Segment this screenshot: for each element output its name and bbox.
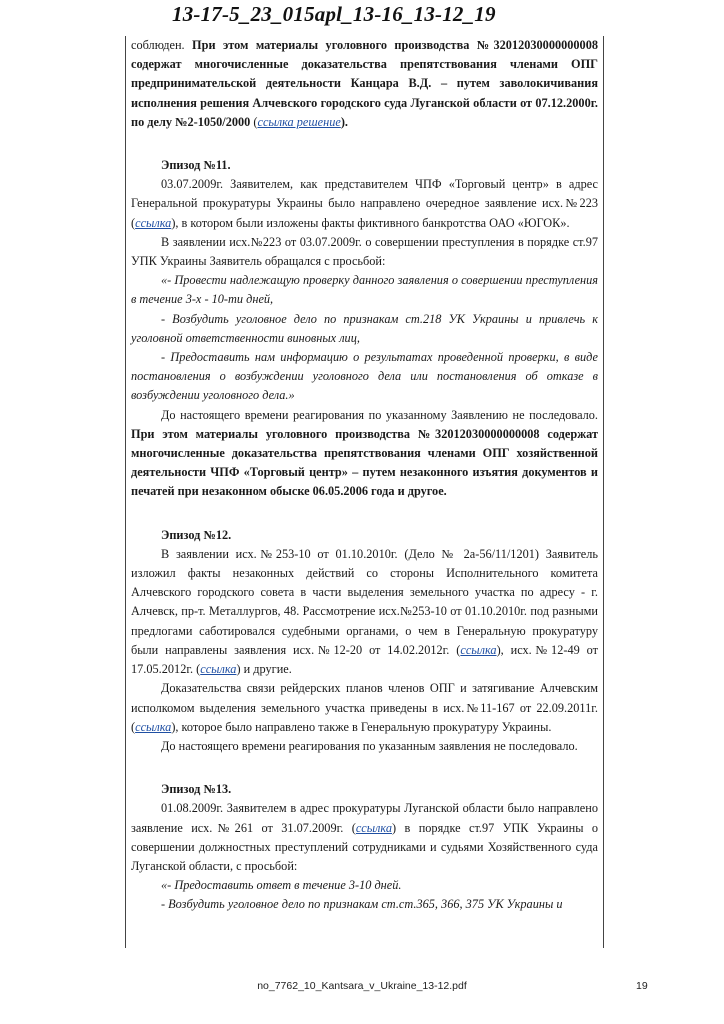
episode-12-evidence: Доказательства связи рейдерских планов членов ОПГ и затягивание Алчевским исполкомом выделения земельного участка приведены в исх.№11-167 от 22.09.2011г. (ссылка), которое было направлено также в Генеральную прокуратуру Украины. xyxy=(131,681,598,734)
document-header-title: 13-17-5_23_015apl_13-16_13-12_19 xyxy=(172,2,496,26)
episode-13-paragraph: 01.08.2009г. Заявителем в адрес прокуратуры Луганской области было направлено заявление исх.№261 от 31.07.2009г. (ссылка) в порядке ст.97 УПК Украины о совершении должностных преступлений сотрудниками и судьями Хозяйственного суда Луганской области, с просьбой: xyxy=(131,801,598,873)
episode-11-heading: Эпизод №11. xyxy=(161,158,231,173)
episode-13-quote-2: - Возбудить уголовное дело по признакам ст.ст.365, 366, 375 УК Украины и xyxy=(161,897,563,912)
episode-11-quote-1: «- Провести надлежащую проверку данного заявления о совершении преступления в течение 3-х - 10-ти дней, xyxy=(131,273,598,307)
decision-link[interactable]: ссылка решение xyxy=(257,114,341,129)
episode-12-heading: Эпизод №12. xyxy=(161,527,232,542)
episode-12-link-1[interactable]: ссылка xyxy=(460,642,497,657)
episode-11-conclusion: До настоящего времени реагирования по указанному Заявлению не последовало. При этом материалы уголовного производства №32012030000000008 содержат многочисленные доказательства препятствования членами ОПГ хозяйственной деятельности ЧПФ «Торговый центр» – путем незаконного изъятия документов и печатей при незаконном обыске 06.05.2006 года и другое. xyxy=(131,407,598,499)
episode-13-quote-1: «- Предоставить ответ в течение 3-10 дней. xyxy=(161,878,402,893)
episode-13-link[interactable]: ссылка xyxy=(355,820,393,835)
episode-12-conclusion: До настоящего времени реагирования по указанным заявления не последовало. xyxy=(161,738,578,753)
episode-13-heading: Эпизод №13. xyxy=(161,782,232,797)
episode-12-link-3[interactable]: ссылка xyxy=(135,719,172,734)
episode-12-paragraph: В заявлении исх.№253-10 от 01.10.2010г. (Дело № 2а-56/11/1201) Заявитель изложил факты незаконных действий со стороны Исполнительного комитета Алчевского городского совета в части выделения земельного участка по адресу - г. Алчевск, пр-т. Металлургов, 48. Рассмотрение исх.№253-10 от 01.10.2010г. под разными предлогами саботировался судебными органами, о чем в Генеральную прокуратуру были направлены заявления исх.№12-20 от 14.02.2012г. (ссылка), исх.№12-49 от 17.05.2012г. (ссылка) и другие. xyxy=(131,546,598,677)
episode-11-paragraph: 03.07.2009г. Заявителем, как представителем ЧПФ «Торговый центр» в адрес Генеральной прокуратуры Украины было направлено очередное заявление исх.№223 (ссылка), в котором были изложены факты фиктивного банкротства ОАО «ЮГОК». xyxy=(131,177,598,230)
right-margin-line xyxy=(603,36,604,948)
footer-page-number: 19 xyxy=(636,980,648,992)
episode-12-link-2[interactable]: ссылка xyxy=(200,662,237,677)
episode-11-quote-3: - Предоставить нам информацию о результатах проведенной проверки, в виде постановления о возбуждении уголовного дела или постановления об отказе в возбуждении уголовного дела.» xyxy=(131,350,598,403)
episode-11-link[interactable]: ссылка xyxy=(135,215,172,230)
paragraph-intro: соблюден. При этом материалы уголовного производства №32012030000000008 содержат многочисленные доказательства препятствования членами ОПГ предпринимательской деятельности Канцара В.Д. – путем заволокичивания исполнения решения Алчевского городского суда Луганской области от 07.12.2000г. по делу №2-1050/2000 (ссылка решение). xyxy=(131,38,599,129)
footer-filename: no_7762_10_Kantsara_v_Ukraine_13-12.pdf xyxy=(257,980,467,992)
document-body xyxy=(131,36,598,915)
episode-11-request-intro: В заявлении исх.№223 от 03.07.2009г. о совершении преступления в порядке ст.97 УПК Украины Заявитель обращался с просьбой: xyxy=(131,234,598,269)
left-margin-line xyxy=(125,36,126,948)
episode-11-quote-2: - Возбудить уголовное дело по признакам ст.218 УК Украины и привлечь к уголовной ответственности виновных лиц, xyxy=(131,311,598,345)
